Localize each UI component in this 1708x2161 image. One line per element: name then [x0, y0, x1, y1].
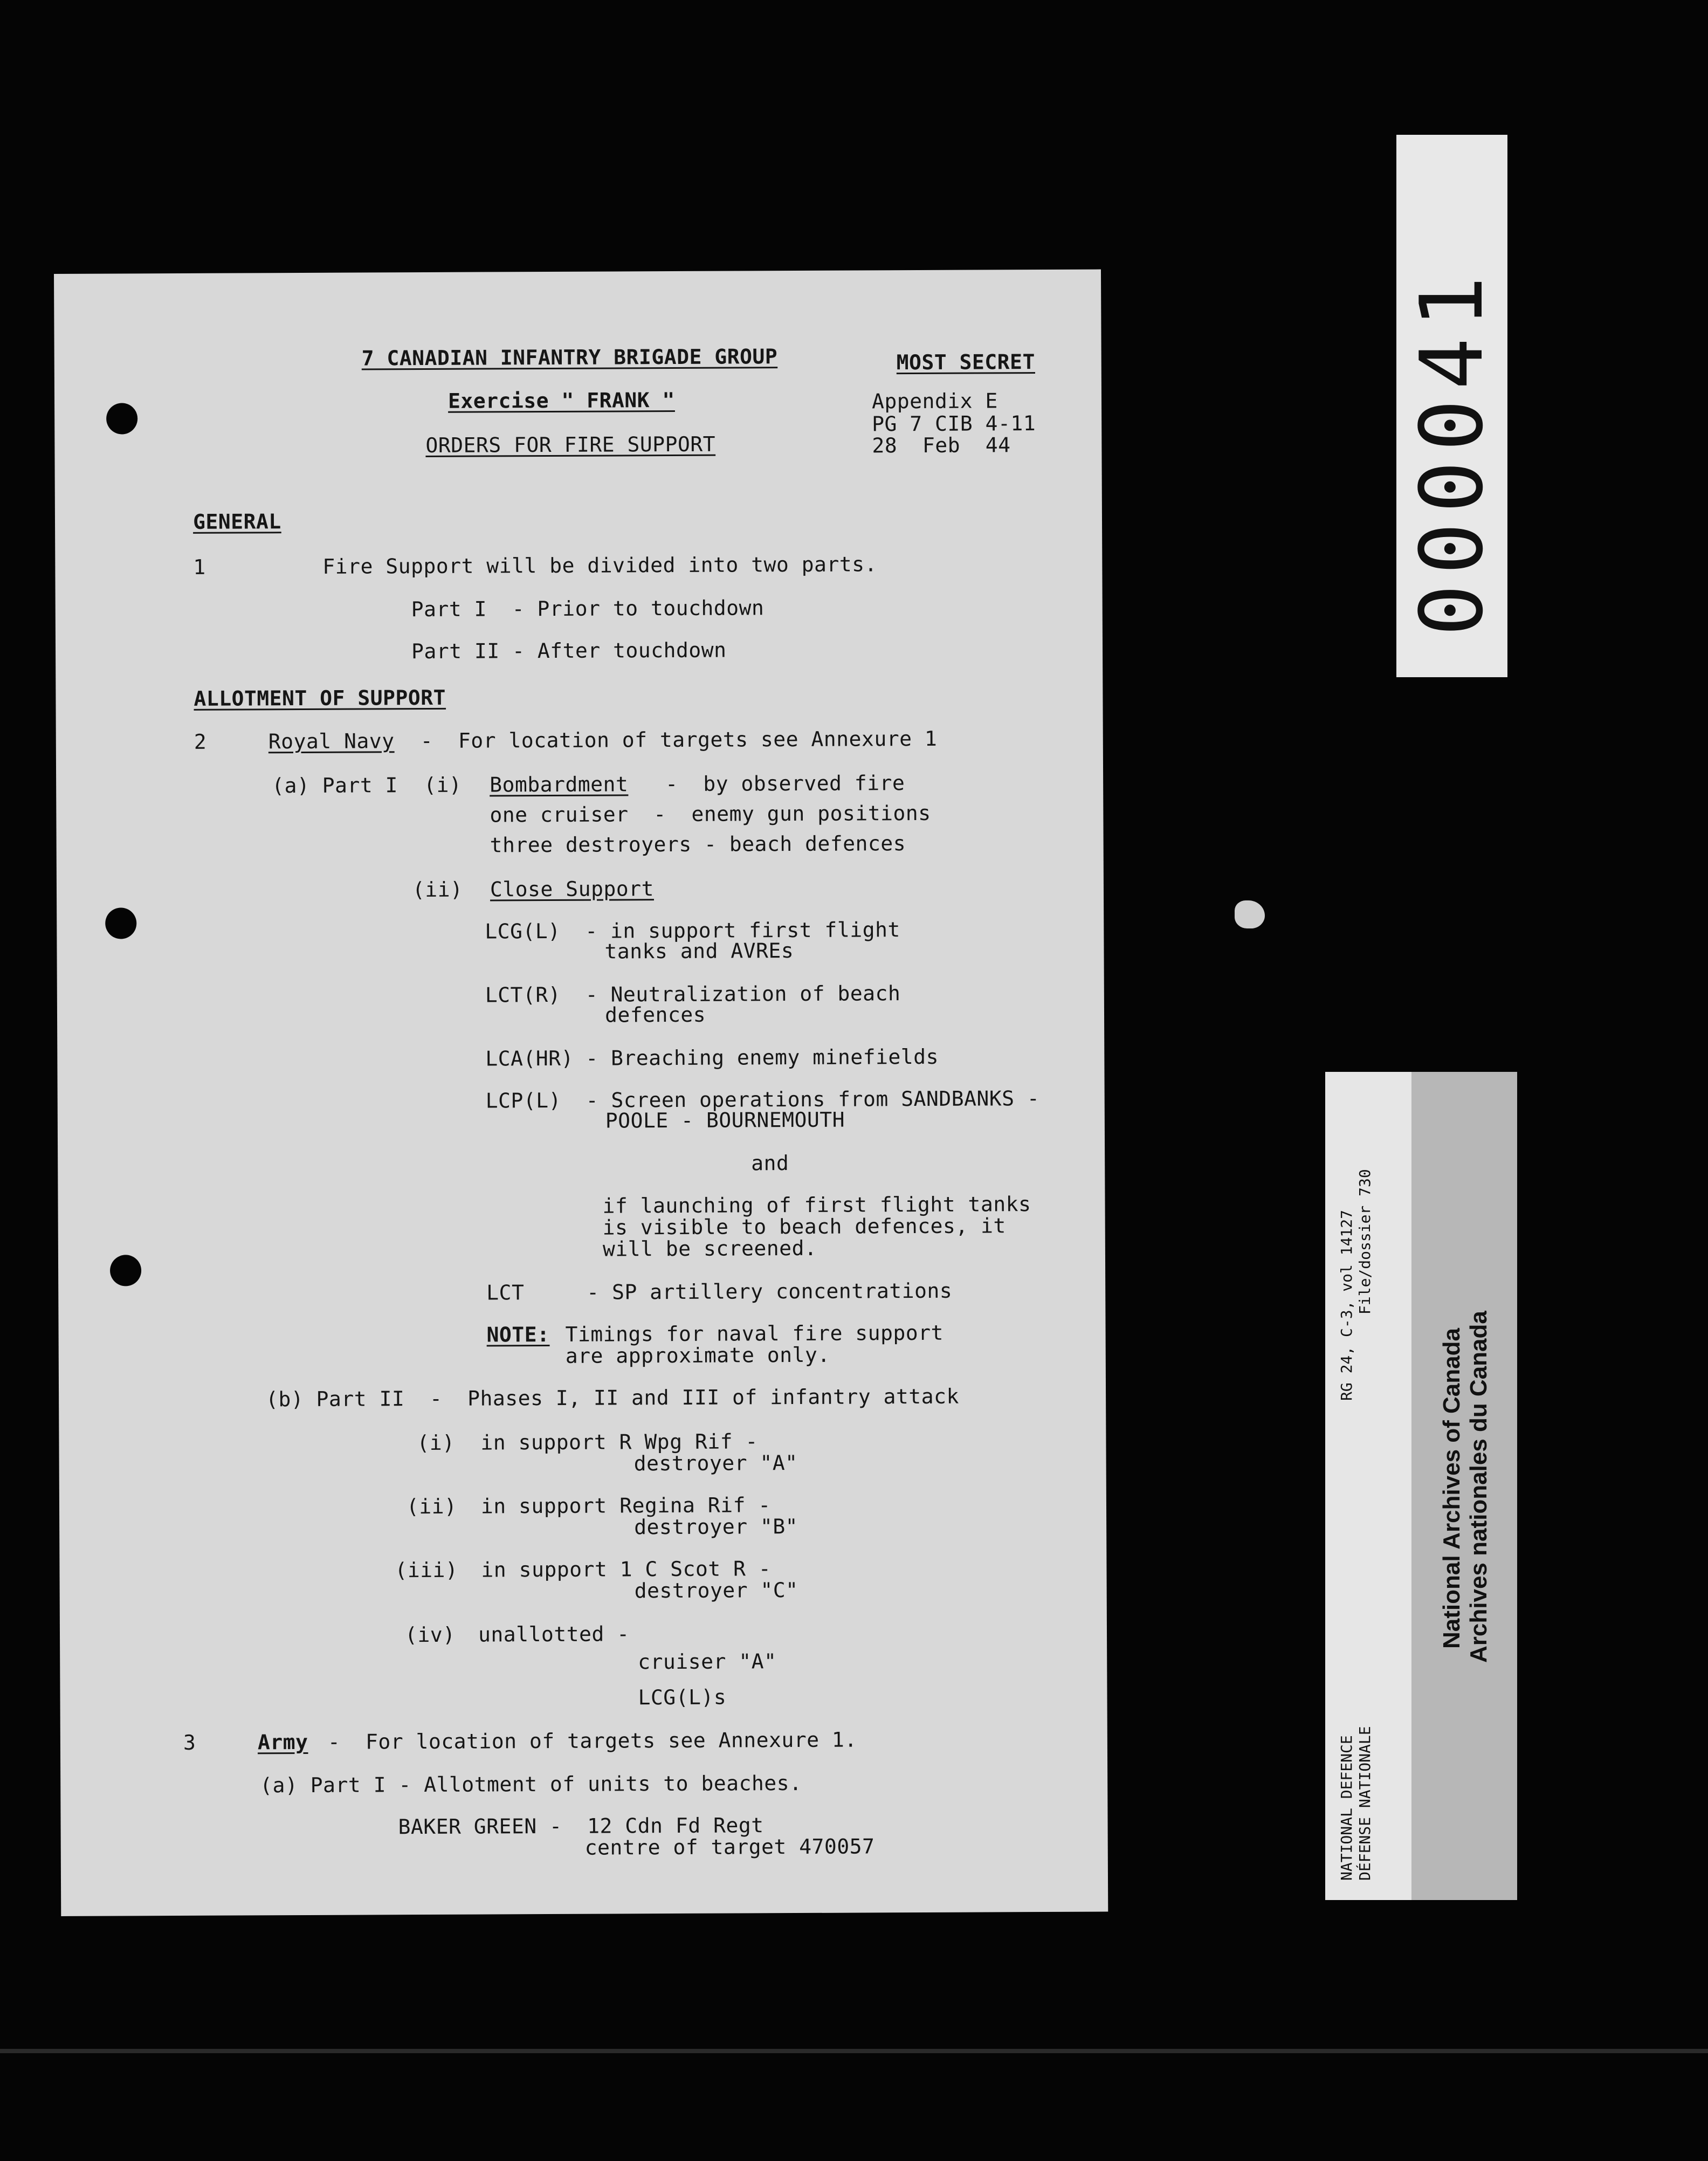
- sub-number: (ii): [412, 877, 463, 902]
- department-label: NATIONAL DEFENCE: [1338, 1735, 1355, 1881]
- frame-number: 000041: [1401, 266, 1502, 636]
- support-vessel: cruiser "A": [638, 1649, 777, 1674]
- army-text: - For location of targets see Annexure 1.: [327, 1728, 857, 1754]
- close-support-label: Close Support: [490, 877, 655, 901]
- part-a-label: (a) Part I: [272, 773, 398, 798]
- craft-task: - Breaching enemy minefields: [586, 1044, 939, 1070]
- army-label: Army: [257, 1730, 308, 1754]
- reference-number: PG 7 CIB 4-11: [872, 411, 1036, 436]
- sub-number: (iii): [395, 1558, 458, 1582]
- craft-task: - in support first flight: [585, 918, 900, 943]
- note-label: NOTE:: [486, 1323, 550, 1347]
- craft-task: - SP artillery concentrations: [587, 1278, 953, 1304]
- national-archives-text: National Archives of Canada: [1438, 1328, 1465, 1649]
- support-vessel: destroyer "C": [634, 1578, 798, 1603]
- document-subject: ORDERS FOR FIRE SUPPORT: [425, 432, 716, 457]
- unit-title: 7 CANADIAN INFANTRY BRIGADE GROUP: [361, 345, 778, 370]
- sub-number: (i): [417, 1430, 455, 1455]
- support-line: in support Regina Rif -: [480, 1493, 771, 1518]
- punch-hole: [105, 907, 136, 939]
- conjunction: and: [751, 1151, 789, 1175]
- note-text: are approximate only.: [565, 1343, 830, 1368]
- launch-line: if launching of first flight tanks: [602, 1192, 1031, 1218]
- paragraph-number: 1: [193, 555, 206, 579]
- archive-reference-label: [1325, 1072, 1411, 1900]
- support-line: in support R Wpg Rif -: [480, 1429, 758, 1455]
- part-one-line: Part I - Prior to touchdown: [411, 596, 765, 622]
- bombardment-line: three destroyers - beach defences: [490, 831, 906, 857]
- craft-code: LCT(R): [485, 982, 561, 1007]
- paragraph-number: 3: [183, 1730, 196, 1754]
- launch-line: will be screened.: [602, 1236, 817, 1261]
- craft-task: - Neutralization of beach: [585, 981, 901, 1007]
- craft-code: LCA(HR): [485, 1046, 574, 1071]
- craft-task-cont: tanks and AVREs: [604, 939, 794, 963]
- section-heading-general: GENERAL: [192, 510, 281, 534]
- bombardment-line: one cruiser - enemy gun positions: [490, 801, 931, 827]
- paragraph-number: 2: [194, 729, 207, 754]
- classification: MOST SECRET: [896, 350, 1035, 375]
- bombardment-label: Bombardment: [490, 772, 629, 797]
- bombardment-text: - by observed fire: [665, 771, 905, 796]
- national-archives-text: Archives nationales du Canada: [1465, 1311, 1492, 1663]
- launch-line: is visible to beach defences, it: [602, 1214, 1006, 1240]
- craft-code: LCP(L): [485, 1088, 562, 1113]
- royal-navy-label: Royal Navy: [268, 729, 395, 754]
- support-vessel: destroyer "A": [633, 1451, 798, 1476]
- sub-number: (i): [424, 773, 462, 797]
- appendix-label: Appendix E: [871, 389, 998, 414]
- royal-navy-text: - For location of targets see Annexure 1: [420, 726, 938, 753]
- document-date: 28 Feb 44: [872, 433, 1011, 458]
- film-edge: [0, 2049, 1708, 2053]
- punch-hole: [106, 403, 137, 434]
- section-heading-allotment: ALLOTMENT OF SUPPORT: [194, 685, 446, 711]
- part-b-line: (b) Part II - Phases I, II and III of infantry attack: [266, 1384, 959, 1412]
- craft-task-cont: POOLE - BOURNEMOUTH: [605, 1107, 845, 1133]
- army-part-a: (a) Part I - Allotment of units to beaches.: [260, 1771, 802, 1798]
- general-text: Fire Support will be divided into two parts.: [322, 552, 878, 579]
- document-page: [54, 270, 1108, 1916]
- target-reference: centre of target 470057: [584, 1834, 875, 1860]
- frame-number-label: [1396, 135, 1507, 677]
- part-two-line: Part II - After touchdown: [411, 638, 727, 664]
- archive-file: File/dossier 730: [1356, 1169, 1374, 1315]
- beach-allotment: BAKER GREEN - 12 Cdn Fd Regt: [398, 1813, 764, 1839]
- support-vessel: LCG(L)s: [638, 1685, 727, 1710]
- archive-reference: RG 24, C-3, vol 14127: [1338, 1209, 1355, 1401]
- note-text: Timings for naval fire support: [565, 1320, 944, 1346]
- support-line: in support 1 C Scot R -: [481, 1557, 772, 1582]
- exercise-name: Exercise " FRANK ": [447, 388, 675, 413]
- sub-number: (iv): [404, 1622, 456, 1647]
- craft-task: - Screen operations from SANDBANKS -: [586, 1086, 1040, 1112]
- craft-code: LCT: [486, 1281, 525, 1305]
- punch-hole: [110, 1255, 141, 1286]
- national-archives-label: [1411, 1072, 1517, 1900]
- support-line: unallotted -: [478, 1622, 630, 1647]
- department-label: DÉFENSE NATIONALE: [1356, 1726, 1374, 1881]
- support-vessel: destroyer "B": [634, 1515, 798, 1539]
- sub-number: (ii): [406, 1494, 457, 1519]
- craft-task-cont: defences: [604, 1002, 706, 1027]
- craft-code: LCG(L): [485, 919, 561, 944]
